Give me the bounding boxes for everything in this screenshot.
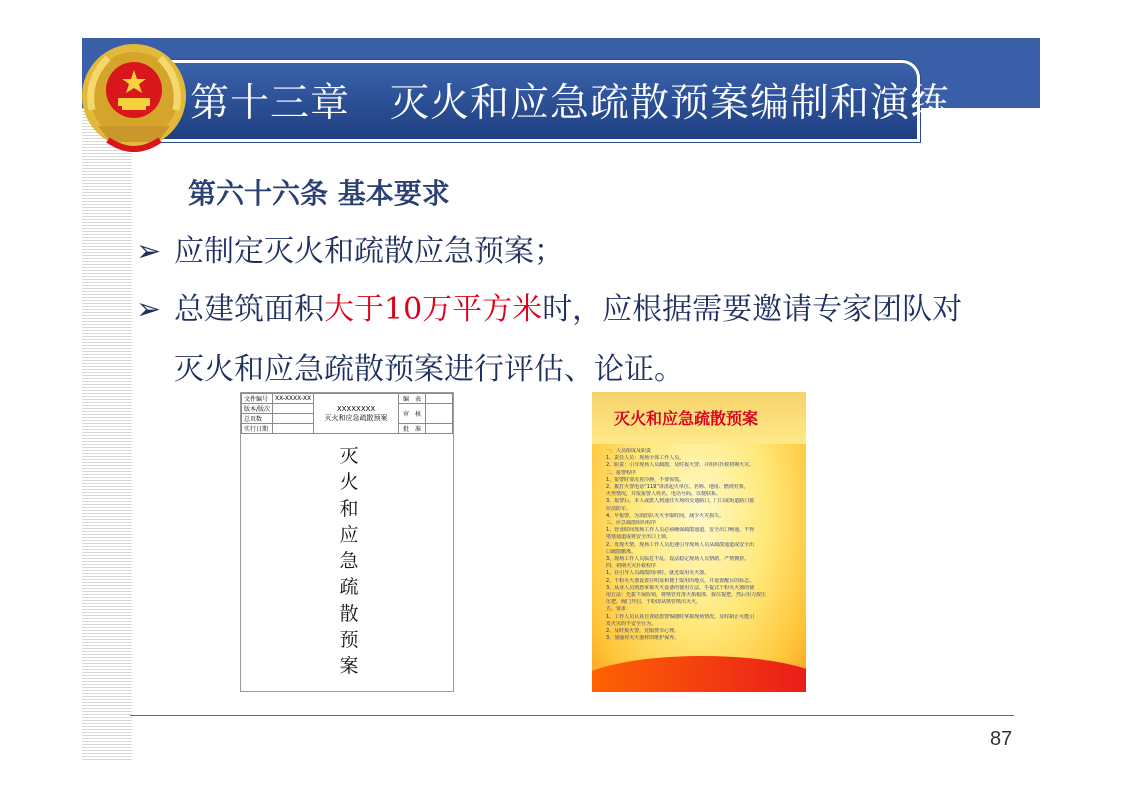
poster-line: 4、早报警，为消防队灭火争取时间，减少火灾损失。 — [606, 512, 725, 519]
bullet-text-pre: 总建筑面积 — [174, 292, 324, 327]
plan-document-image — [240, 392, 454, 692]
bullet-highlight: 大于10万平方米 — [324, 292, 543, 327]
bullet-arrow-icon: ➢ — [136, 292, 162, 327]
poster-line: 二、报警程序 — [606, 469, 637, 476]
poster-line: 2、拨打火警电话“119”讲清起火单位、名称、地址、燃烧对象， — [606, 484, 749, 491]
poster-line: 口疏散撤离。 — [606, 548, 637, 555]
poster-line: 三、应急疏散组织程序 — [606, 520, 657, 527]
poster-line: 1、报警时要沉着冷静，不要惊慌。 — [606, 476, 685, 483]
poster-line: 1、营业时间现场工作人员必须确保疏散通道，安全出口畅通，不得 — [606, 527, 755, 534]
bullet-text-post: 时，应根据需要邀请专家团队对 — [542, 292, 963, 327]
bullet-item-1 — [136, 226, 564, 270]
poster-line: 2、干粉灭火器设置在明显和便于取用的地点，并设置醒目的标志。 — [606, 577, 755, 584]
poster-line: 3、加强对灭火器材的维护保养。 — [606, 635, 680, 642]
poster-line: 3、从业人员熟悉掌握灭火设备的使用方法，手提式干粉灭火器的使 — [606, 584, 755, 591]
poster-line: 堵塞通道或将安全出口上锁。 — [606, 534, 672, 541]
poster-line: 3、报警后，本人或派人到通往火场的交通路口，门口或街道路口接 — [606, 498, 755, 505]
poster-line: 3、现场工作人员临危不乱，设法稳定现场人员情绪，严禁拥挤。 — [606, 556, 750, 563]
poster-line: 五、要求 — [606, 606, 627, 613]
footer-divider — [130, 715, 1014, 716]
poster-line: 发火灾的不安全行为。 — [606, 620, 657, 627]
poster-line: 2、发现火情，现场工作人员迅速引导现场人员从疏散通道或安全出 — [606, 541, 755, 548]
poster-line: 四、初期火灾扑救程序 — [606, 563, 657, 570]
document-vertical-title: 灭 火 和 应 急 疏 散 预 案 — [339, 445, 359, 678]
poster-line: 1、在引导人员疏散的同时，就近取用灭火器。 — [606, 570, 710, 577]
poster-line: 2、及时报火警，克服侥幸心理。 — [606, 628, 680, 635]
document-header-table: 文件编号 XX-XXXX-XX XXXXXXXX 灭火和应急疏散预案 编 表 版本/版次 审 核 总页数 实行日期 批 准 — [241, 393, 453, 434]
bullet-item-2 — [136, 284, 962, 328]
poster-line: 一、人员组成及职责 — [606, 448, 652, 454]
poster-line: 火势情况，并报报警人姓名、电话号码，以便联系。 — [606, 491, 722, 498]
chapter-title: 第十三章 灭火和应急疏散预案编制和演练 — [190, 81, 951, 126]
poster-title: 灭火和应急疏散预案 — [614, 409, 759, 428]
left-stripe-decoration — [82, 108, 132, 760]
plan-poster-image — [592, 392, 806, 692]
poster-line: 1、工作人员认真自查隐患警惕随时掌握现场情况，及时制止可能引 — [606, 613, 755, 620]
national-emblem-icon — [78, 40, 190, 158]
bullet-continuation: 灭火和应急疏散预案进行评估、论证。 — [174, 352, 684, 387]
poster-wave-decoration — [592, 656, 806, 692]
poster-line: 用方法：先拔下保险销，将喷管对准火焰根部，握住提把，然后用力按压 — [606, 592, 767, 599]
page-number: 87 — [990, 728, 1013, 750]
poster-line: 2、职责：引导现场人员疏散，及时报火警，并组织扑救初期火灾。 — [606, 462, 755, 469]
bullet-text: 应制定灭火和疏散应急预案； — [174, 234, 564, 269]
poster-line: 应消防车。 — [606, 505, 632, 512]
bullet-arrow-icon: ➢ — [136, 234, 162, 269]
poster-body — [606, 448, 792, 642]
section-heading: 第六十六条 基本要求 — [188, 177, 450, 210]
poster-line: 1、责任人员：现场全体工作人员。 — [606, 455, 685, 462]
poster-line: 压把，阀门开启，干粉即从喷管喷出灭火。 — [606, 599, 702, 606]
